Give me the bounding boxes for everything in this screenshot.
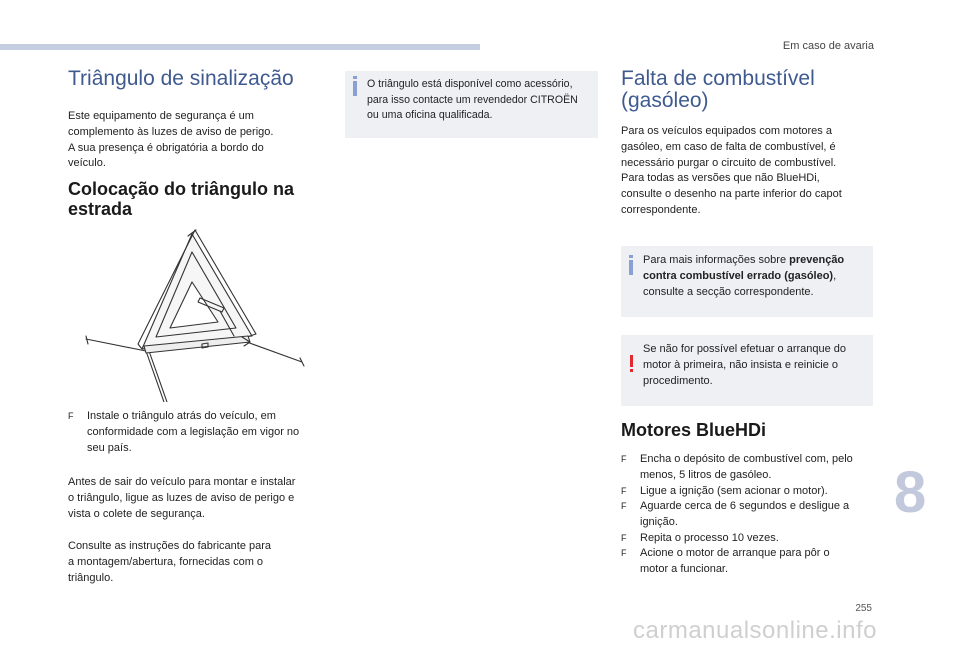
accessory-info-note xyxy=(345,71,598,138)
text-line: estrada xyxy=(68,198,133,219)
text-line: Consulte as instruções do fabricante para xyxy=(68,540,272,552)
text-line: gasóleo, em caso de falta de combustível, é xyxy=(621,140,836,153)
text-line: Se não for possível efetuar o arranque do xyxy=(643,343,847,355)
bluehdi-step xyxy=(621,499,849,531)
subtitle-bluehdi: Motores BlueHDi xyxy=(621,420,767,440)
text-line: motor à primeira, não insista e reinicie o xyxy=(643,359,839,371)
info-icon xyxy=(629,260,633,275)
text-line: consulte o desenho na parte inferior do capot xyxy=(621,188,842,201)
watermark: carmanualsonline.info xyxy=(633,617,877,644)
text-line: necessário purgar o circuito de combustível. xyxy=(621,156,837,169)
text-span: , xyxy=(833,270,837,282)
bullet-marker: F xyxy=(621,454,627,464)
fuel-intro xyxy=(621,124,842,219)
text-line: motor a funcionar. xyxy=(640,562,729,575)
text-line: ou uma oficina qualificada. xyxy=(367,109,493,121)
triangle-intro xyxy=(68,109,273,172)
bullet-marker: F xyxy=(68,411,74,421)
text-line: Acione o motor de arranque para pôr o xyxy=(640,547,830,559)
text-line: Instale o triângulo atrás do veículo, em xyxy=(87,410,276,422)
text-line: Para todas as versões que não BlueHDi, xyxy=(621,172,820,185)
bullet-install-triangle xyxy=(68,409,299,456)
bullet-marker: F xyxy=(621,548,627,558)
info-icon xyxy=(353,81,357,96)
text-span-bold: contra combustível errado (gasóleo) xyxy=(643,270,834,282)
text-line: O triângulo está disponível como acessório, xyxy=(367,78,573,90)
bluehdi-step xyxy=(621,546,830,578)
bullet-marker: F xyxy=(621,501,627,511)
misfuel-info-note xyxy=(621,246,873,317)
text-line: Antes de sair do veículo para montar e instalar xyxy=(68,476,296,488)
text-line: correspondente. xyxy=(621,203,701,216)
text-line: menos, 5 litros de gasóleo. xyxy=(640,468,772,481)
text-line: triângulo. xyxy=(68,571,114,584)
text-line: Ligue a ignição (sem acionar o motor). xyxy=(640,485,828,497)
text-line: A sua presença é obrigatória a bordo do xyxy=(68,141,264,154)
text-line: Este equipamento de segurança é um xyxy=(68,110,254,122)
warning-icon xyxy=(630,355,633,367)
text-line: para isso contacte um revendedor CITROËN xyxy=(367,93,578,106)
text-line: Para os veículos equipados com motores a xyxy=(621,125,832,137)
section-title-fuel xyxy=(621,68,815,112)
text-line: Colocação do triângulo na xyxy=(68,179,295,199)
text-line: Falta de combustível xyxy=(621,67,815,90)
text-span: Para mais informações sobre xyxy=(643,254,790,266)
section-title-triangle: Triângulo de sinalização xyxy=(68,67,294,90)
text-line: seu país. xyxy=(87,441,132,454)
text-line: o triângulo, ligue as luzes de aviso de perigo e xyxy=(68,491,295,504)
chapter-title: Em caso de avaria xyxy=(782,40,874,52)
text-line: Encha o depósito de combustível com, pelo xyxy=(640,453,853,465)
text-line: consulte a secção correspondente. xyxy=(643,286,814,298)
text-line: veículo. xyxy=(68,157,106,170)
text-span-bold: prevenção xyxy=(789,254,845,266)
subtitle-triangle-placement xyxy=(68,180,294,220)
text-line: Repita o processo 10 vezes. xyxy=(640,532,779,544)
text-line: conformidade com a legislação em vigor no xyxy=(87,425,300,438)
text-line: procedimento. xyxy=(643,375,713,387)
bullet-marker: F xyxy=(621,486,627,496)
triangle-instructions-paragraph xyxy=(68,539,271,586)
bluehdi-step xyxy=(621,452,853,484)
bluehdi-step xyxy=(621,484,828,500)
text-line: a montagem/abertura, fornecidas com o xyxy=(68,555,264,568)
text-line: (gasóleo) xyxy=(621,89,709,113)
triangle-safety-paragraph xyxy=(68,475,295,522)
text-line: ignição. xyxy=(640,515,678,528)
text-line: Aguarde cerca de 6 segundos e desligue a xyxy=(640,500,850,512)
chapter-number: 8 xyxy=(894,460,927,525)
text-line: vista o colete de segurança. xyxy=(68,507,205,520)
bullet-marker: F xyxy=(621,533,627,543)
text-line: complemento às luzes de aviso de perigo. xyxy=(68,125,274,138)
warning-triangle-illustration xyxy=(84,226,306,402)
restart-warning-note xyxy=(621,335,873,406)
bluehdi-step xyxy=(621,531,779,547)
header-accent-bar xyxy=(0,44,480,50)
page-number: 255 xyxy=(855,603,872,614)
